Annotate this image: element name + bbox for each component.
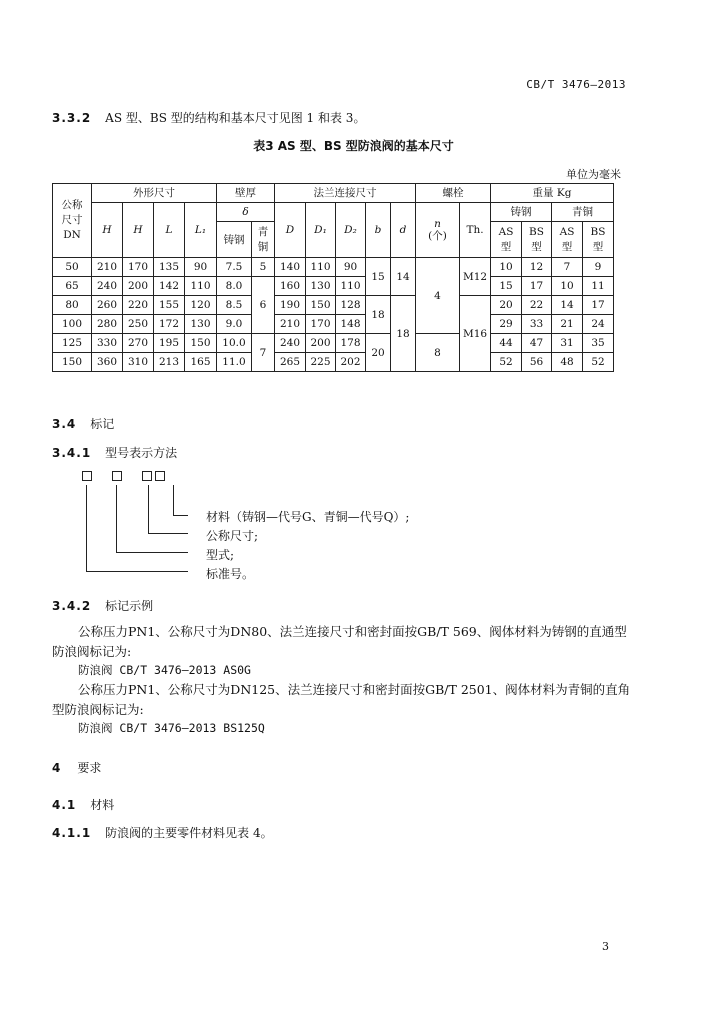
header-d: d (391, 203, 416, 258)
header-wall-thickness: 壁厚 (217, 184, 275, 203)
clause-number: 3.4 (52, 417, 77, 431)
cell-bs-bronze: 24 (583, 315, 614, 334)
label-type: 型式; (206, 548, 235, 562)
dimension-table (52, 183, 614, 372)
cell-wall-bronze: 6 (252, 277, 275, 334)
cell-L: 213 (154, 353, 185, 372)
cell-L1: 130 (185, 315, 217, 334)
clause-number: 4.1.1 (52, 826, 92, 840)
header-bs-bronze: BS型 (583, 222, 614, 258)
cell-D1: 200 (306, 334, 336, 353)
cell-D2: 128 (336, 296, 366, 315)
cell-as-cast: 44 (491, 334, 522, 353)
cell-D: 265 (275, 353, 306, 372)
cell-dn: 50 (53, 258, 92, 277)
example-2-text: 公称压力PN1、公称尺寸为DN125、法兰连接尺寸和密封面按GB/T 2501、阀体材料为青铜的直角型防浪阀标记为: (52, 682, 631, 717)
cell-as-bronze: 21 (552, 315, 583, 334)
clause-3-4-2 (52, 597, 153, 614)
header-wall-cast-steel: 铸钢 (217, 222, 252, 258)
cell-L: 195 (154, 334, 185, 353)
cell-D1: 110 (306, 258, 336, 277)
cell-as-bronze: 31 (552, 334, 583, 353)
cell-bs-cast: 17 (522, 277, 552, 296)
label-standard: 标准号。 (206, 567, 255, 581)
header-n-unit: (个) (428, 230, 447, 242)
example-1-mark: 防浪阀 CB/T 3476—2013 AS0G (78, 663, 251, 677)
clause-4-1-1 (52, 824, 273, 841)
cell-as-bronze: 14 (552, 296, 583, 315)
cell-D2: 148 (336, 315, 366, 334)
cell-H: 360 (92, 353, 123, 372)
header-b: b (366, 203, 391, 258)
header-D2: D₂ (336, 203, 366, 258)
cell-wall-cast: 10.0 (217, 334, 252, 353)
clause-number: 4.1 (52, 798, 77, 812)
header-bronze: 青铜 (552, 203, 614, 222)
cell-H: 280 (92, 315, 123, 334)
cell-L: 155 (154, 296, 185, 315)
clause-text: 防浪阀的主要零件材料见表 4。 (105, 826, 273, 840)
cell-L1: 150 (185, 334, 217, 353)
cell-D2: 90 (336, 258, 366, 277)
size-box (142, 471, 152, 481)
cell-D: 210 (275, 315, 306, 334)
cell-D1: 150 (306, 296, 336, 315)
clause-3-4-1 (52, 444, 177, 461)
cell-wall-bronze: 7 (252, 334, 275, 372)
clause-number: 3.4.1 (52, 446, 92, 460)
cell-D2: 110 (336, 277, 366, 296)
model-code-boxes (82, 470, 185, 484)
cell-b: 20 (366, 334, 391, 372)
header-nominal-size: 公称尺寸DN (53, 184, 92, 258)
header-bolt: 螺栓 (416, 184, 491, 203)
cell-bs-bronze: 11 (583, 277, 614, 296)
cell-L: 135 (154, 258, 185, 277)
cell-H1: 220 (123, 296, 154, 315)
table-row (53, 353, 614, 372)
header-wall-bronze: 青铜 (252, 222, 275, 258)
header-outline-dims: 外形尺寸 (92, 184, 217, 203)
cell-dn: 125 (53, 334, 92, 353)
cell-as-cast: 52 (491, 353, 522, 372)
header-delta: δ (217, 203, 275, 222)
cell-H1: 310 (123, 353, 154, 372)
page-number: 3 (602, 940, 609, 953)
material-box (155, 471, 165, 481)
cell-L1: 110 (185, 277, 217, 296)
cell-dn: 150 (53, 353, 92, 372)
table-unit: 单位为毫米 (566, 168, 621, 181)
cell-d: 14 (391, 258, 416, 296)
cell-D1: 130 (306, 277, 336, 296)
cell-as-bronze: 10 (552, 277, 583, 296)
table-caption: 表3 AS 型、BS 型防浪阀的基本尺寸 (253, 139, 454, 153)
cell-H: 330 (92, 334, 123, 353)
clause-number: 3.3.2 (52, 111, 92, 125)
cell-wall-cast: 7.5 (217, 258, 252, 277)
clause-number: 4 (52, 761, 62, 775)
cell-wall-cast: 9.0 (217, 315, 252, 334)
cell-n: 4 (416, 258, 460, 334)
cell-H: 210 (92, 258, 123, 277)
cell-D: 140 (275, 258, 306, 277)
cell-as-cast: 20 (491, 296, 522, 315)
header-L1: L₁ (185, 203, 217, 258)
header-H: H (92, 203, 123, 258)
cell-D: 160 (275, 277, 306, 296)
cell-H: 260 (92, 296, 123, 315)
type-box (112, 471, 122, 481)
cell-thread: M16 (460, 296, 491, 372)
cell-H1: 250 (123, 315, 154, 334)
cell-D: 240 (275, 334, 306, 353)
header-as-cast: AS型 (491, 222, 522, 258)
label-nominal-size: 公称尺寸; (206, 529, 259, 543)
header-n (416, 203, 460, 258)
clause-4 (52, 759, 101, 776)
cell-D2: 202 (336, 353, 366, 372)
table-row (53, 277, 614, 296)
cell-L: 172 (154, 315, 185, 334)
cell-thread: M12 (460, 258, 491, 296)
cell-D: 190 (275, 296, 306, 315)
cell-b: 18 (366, 296, 391, 334)
standard-box (82, 471, 92, 481)
cell-as-cast: 10 (491, 258, 522, 277)
cell-wall-cast: 11.0 (217, 353, 252, 372)
table-row (53, 258, 614, 277)
cell-d: 18 (391, 296, 416, 372)
cell-dn: 80 (53, 296, 92, 315)
header-thread: Th. (460, 203, 491, 258)
cell-L1: 165 (185, 353, 217, 372)
header-n-symbol: n (434, 218, 441, 230)
cell-H1: 270 (123, 334, 154, 353)
cell-wall-cast: 8.0 (217, 277, 252, 296)
cell-as-cast: 29 (491, 315, 522, 334)
clause-title: 材料 (90, 798, 115, 812)
cell-dn: 100 (53, 315, 92, 334)
cell-H1: 170 (123, 258, 154, 277)
table-row (53, 315, 614, 334)
clause-title: 标记 (90, 417, 115, 431)
header-bs-cast: BS型 (522, 222, 552, 258)
label-material: 材料（铸钢—代号G、青铜—代号Q）; (206, 510, 410, 524)
cell-H: 240 (92, 277, 123, 296)
table-row (53, 296, 614, 315)
cell-bs-cast: 22 (522, 296, 552, 315)
header-D: D (275, 203, 306, 258)
cell-L1: 90 (185, 258, 217, 277)
header-D1: D₁ (306, 203, 336, 258)
header-L: L (154, 203, 185, 258)
header-cast-steel: 铸钢 (491, 203, 552, 222)
header-flange-dims: 法兰连接尺寸 (275, 184, 416, 203)
clause-3-3-2 (52, 109, 365, 126)
clause-4-1 (52, 796, 114, 813)
cell-bs-cast: 47 (522, 334, 552, 353)
cell-wall-cast: 8.5 (217, 296, 252, 315)
header-as-bronze: AS型 (552, 222, 583, 258)
cell-bs-cast: 33 (522, 315, 552, 334)
cell-bs-cast: 12 (522, 258, 552, 277)
cell-bs-bronze: 35 (583, 334, 614, 353)
header-weight: 重量 Kg (491, 184, 614, 203)
clause-number: 3.4.2 (52, 599, 92, 613)
cell-as-cast: 15 (491, 277, 522, 296)
cell-as-bronze: 48 (552, 353, 583, 372)
example-1-text: 公称压力PN1、公称尺寸为DN80、法兰连接尺寸和密封面按GB/T 569、阀体材料为铸钢的直通型防浪阀标记为: (52, 624, 627, 659)
cell-bs-bronze: 17 (583, 296, 614, 315)
clause-title: 要求 (77, 761, 102, 775)
cell-D1: 225 (306, 353, 336, 372)
clause-title: 型号表示方法 (105, 446, 178, 460)
cell-L: 142 (154, 277, 185, 296)
cell-dn: 65 (53, 277, 92, 296)
cell-L1: 120 (185, 296, 217, 315)
cell-b: 15 (366, 258, 391, 296)
cell-wall-bronze: 5 (252, 258, 275, 277)
clause-title: 标记示例 (105, 599, 154, 613)
clause-3-4 (52, 415, 114, 432)
cell-bs-bronze: 9 (583, 258, 614, 277)
document-code: CB/T 3476—2013 (526, 78, 626, 91)
table-row (53, 334, 614, 353)
cell-H1: 200 (123, 277, 154, 296)
cell-as-bronze: 7 (552, 258, 583, 277)
cell-bs-bronze: 52 (583, 353, 614, 372)
clause-text: AS 型、BS 型的结构和基本尺寸见图 1 和表 3。 (105, 111, 366, 125)
header-H1: H (123, 203, 154, 258)
cell-D1: 170 (306, 315, 336, 334)
cell-n: 8 (416, 334, 460, 372)
cell-D2: 178 (336, 334, 366, 353)
example-2-mark: 防浪阀 CB/T 3476—2013 BS125Q (78, 721, 265, 735)
cell-bs-cast: 56 (522, 353, 552, 372)
